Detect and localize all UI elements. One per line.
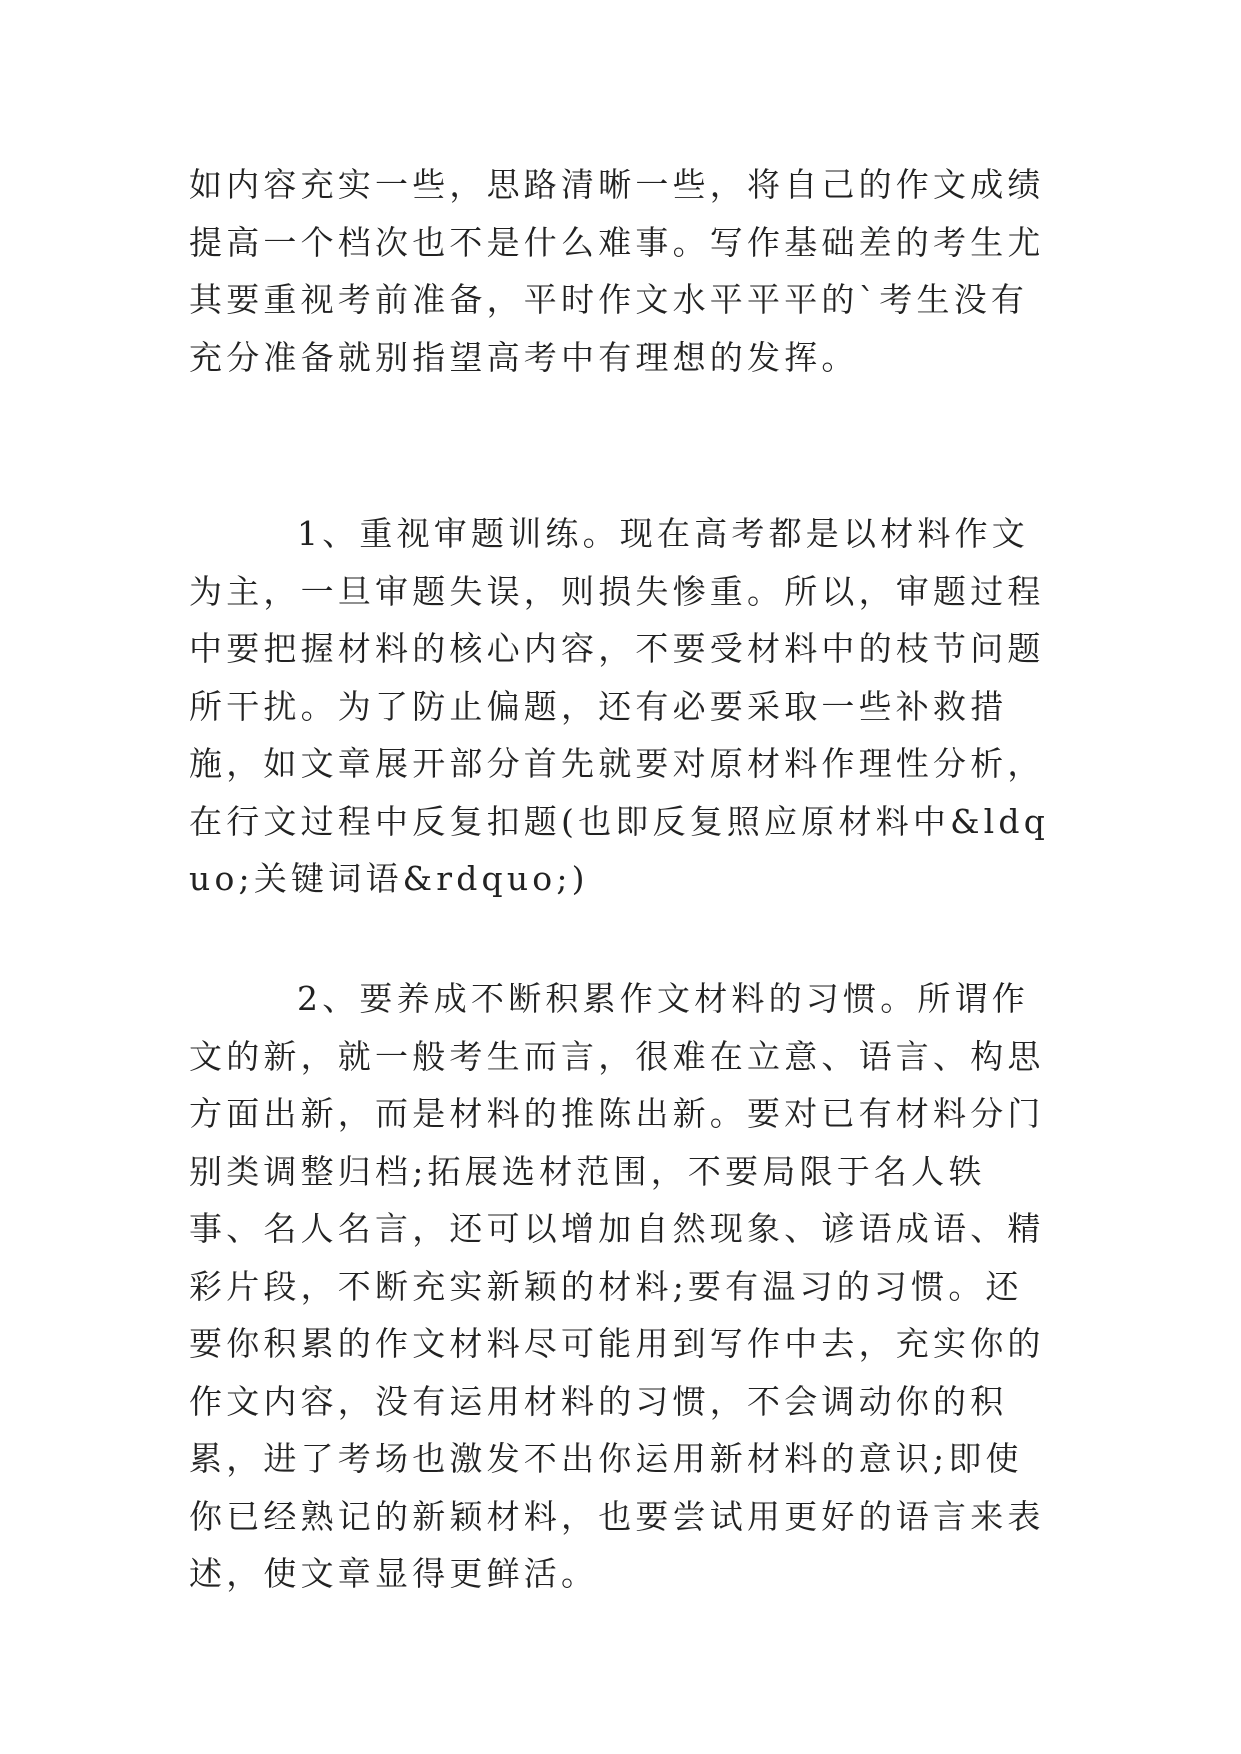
paragraph-tip-1: 1、重视审题训练。现在高考都是以材料作文为主，一旦审题失误，则损失惨重。所以，审题过程中要把握材料的核心内容，不要受材料中的枝节问题所干扰。为了防止偏题，还有必要采取一些补救措施，如文章展开部分首先就要对原材料作理性分析，在行文过程中反复扣题(也即反复照应原材料中&ldquo;关键词语&rdquo;) [189, 514, 1050, 898]
paragraph-tip-2: 2、要养成不断积累作文材料的习惯。所谓作文的新，就一般考生而言，很难在立意、语言、构思方面出新，而是材料的推陈出新。要对已有材料分门别类调整归档;拓展选材范围，不要局限于名人轶事、名人名言，还可以增加自然现象、谚语成语、精彩片段，不断充实新颖的材料;要有温习的习惯。还要你积累的作文材料尽可能用到写作中去，充实你的作文内容，没有运用材料的习惯，不会调动你的积累，进了考场也激发不出你运用新材料的意识;即使你已经熟记的新颖材料，也要尝试用更好的语言来表述，使文章显得更鲜活。 [189, 979, 1045, 1593]
paragraph-continuation: 如内容充实一些，思路清晰一些，将自己的作文成绩提高一个档次也不是什么难事。写作基础差的考生尤其要重视考前准备，平时作文水平平平的`考生没有充分准备就别指望高考中有理想的发挥。 [189, 165, 1045, 377]
